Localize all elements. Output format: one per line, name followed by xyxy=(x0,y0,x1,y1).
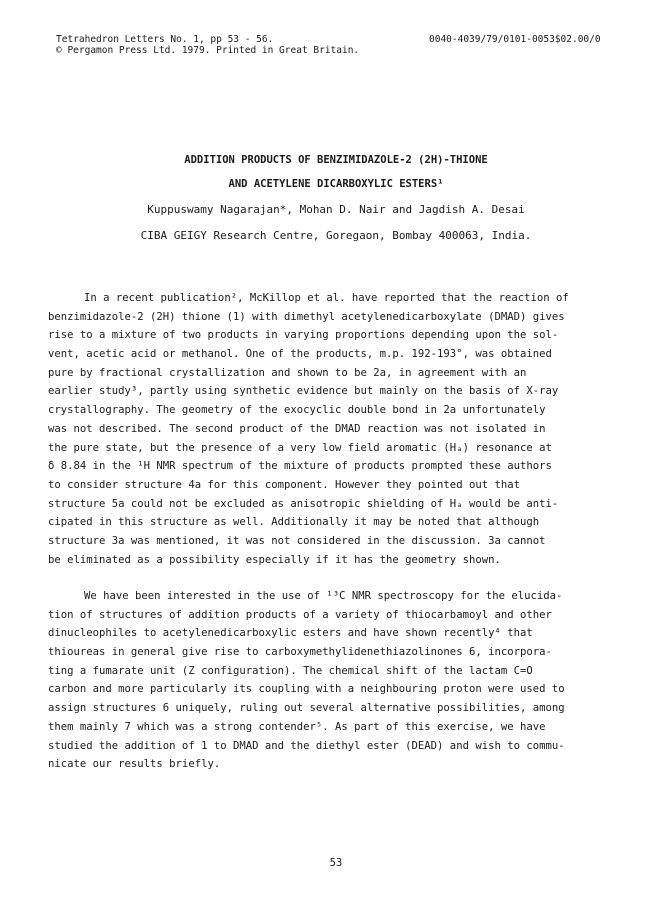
text-line: carbon and more particularly its coupling with a neighbouring proton were used to xyxy=(48,683,565,696)
text-line: crystallography. The geometry of the exocyclic double bond in 2a unfortunately xyxy=(48,404,546,417)
text-line: thioureas in general give rise to carboxymethylidenethiazolinones 6, incorpora- xyxy=(48,646,552,659)
text-line: tion of structures of addition products of a variety of thiocarbamoyl and other xyxy=(48,608,552,621)
text-line: pure by fractional crystallization and shown to be 2a, in agreement with an xyxy=(48,366,527,379)
text-line: nicate our results briefly. xyxy=(48,758,221,771)
text-line: δ 8.84 in the ¹H NMR spectrum of the mixture of products prompted these authors xyxy=(48,460,552,473)
text-line: We have been interested in the use of ¹³C NMR spectroscopy for the elucida- xyxy=(84,590,563,602)
text-line: structure 5a could not be excluded as anisotropic shielding of Hₐ would be anti- xyxy=(48,497,559,510)
text-line: benzimidazole-2 (2H) thione (1) with dimethyl acetylenedicarboxylate (DMAD) gives xyxy=(48,310,565,323)
text-line: vent, acetic acid or methanol. One of the products, m.p. 192-193°, was obtained xyxy=(48,348,552,361)
text-line: structure 3a was mentioned, it was not considered in the discussion. 3a cannot xyxy=(48,534,546,547)
affiliation: CIBA GEIGY Research Centre, Goregaon, Bombay 400063, India. xyxy=(140,229,532,242)
text-line: was not described. The second product of the DMAD reaction was not isolated in xyxy=(48,422,546,435)
text-line: to consider structure 4a for this component. However they pointed out that xyxy=(48,478,520,491)
text-line: earlier study³, partly using synthetic evidence but mainly on the basis of X-ray xyxy=(48,385,559,398)
text-line: In a recent publication², McKillop et al. have reported that the reaction of xyxy=(84,292,569,304)
authors: Kuppuswamy Nagarajan*, Mohan D. Nair and Jagdish A. Desai xyxy=(147,203,525,216)
text-line: ting a fumarate unit (Z configuration). The chemical shift of the lactam C=O xyxy=(48,664,533,677)
copyright-line: © Pergamon Press Ltd. 1979. Printed in Great Britain. xyxy=(56,45,360,56)
article-code: 0040-4039/79/0101-0053$02.00/0 xyxy=(429,34,601,45)
paragraph-2 xyxy=(48,587,628,774)
text-line: them mainly 7 which was a strong contender⁵. As part of this exercise, we have xyxy=(48,720,546,733)
text-line: assign structures 6 uniquely, ruling out several alternative possibilities, among xyxy=(48,702,565,715)
text-line: be eliminated as a possibility especially if it has the geometry shown. xyxy=(48,553,501,566)
text-line: the pure state, but the presence of a very low field aromatic (Hₐ) resonance at xyxy=(48,441,552,454)
title-line-1: ADDITION PRODUCTS OF BENZIMIDAZOLE-2 (2H)-THIONE xyxy=(184,154,488,166)
paragraph-1 xyxy=(48,289,628,569)
text-line: rise to a mixture of two products in varying proportions depending upon the sol- xyxy=(48,329,559,342)
text-line: dinucleophiles to acetylenedicarboxylic esters and have shown recently⁴ that xyxy=(48,627,533,640)
text-line: studied the addition of 1 to DMAD and the diethyl ester (DEAD) and wish to commu- xyxy=(48,739,565,752)
text-line: cipated in this structure as well. Additionally it may be noted that although xyxy=(48,516,540,529)
title-line-2: AND ACETYLENE DICARBOXYLIC ESTERS¹ xyxy=(228,178,444,190)
journal-citation: Tetrahedron Letters No. 1, pp 53 - 56. xyxy=(56,34,274,45)
page-number: 53 xyxy=(329,857,343,869)
